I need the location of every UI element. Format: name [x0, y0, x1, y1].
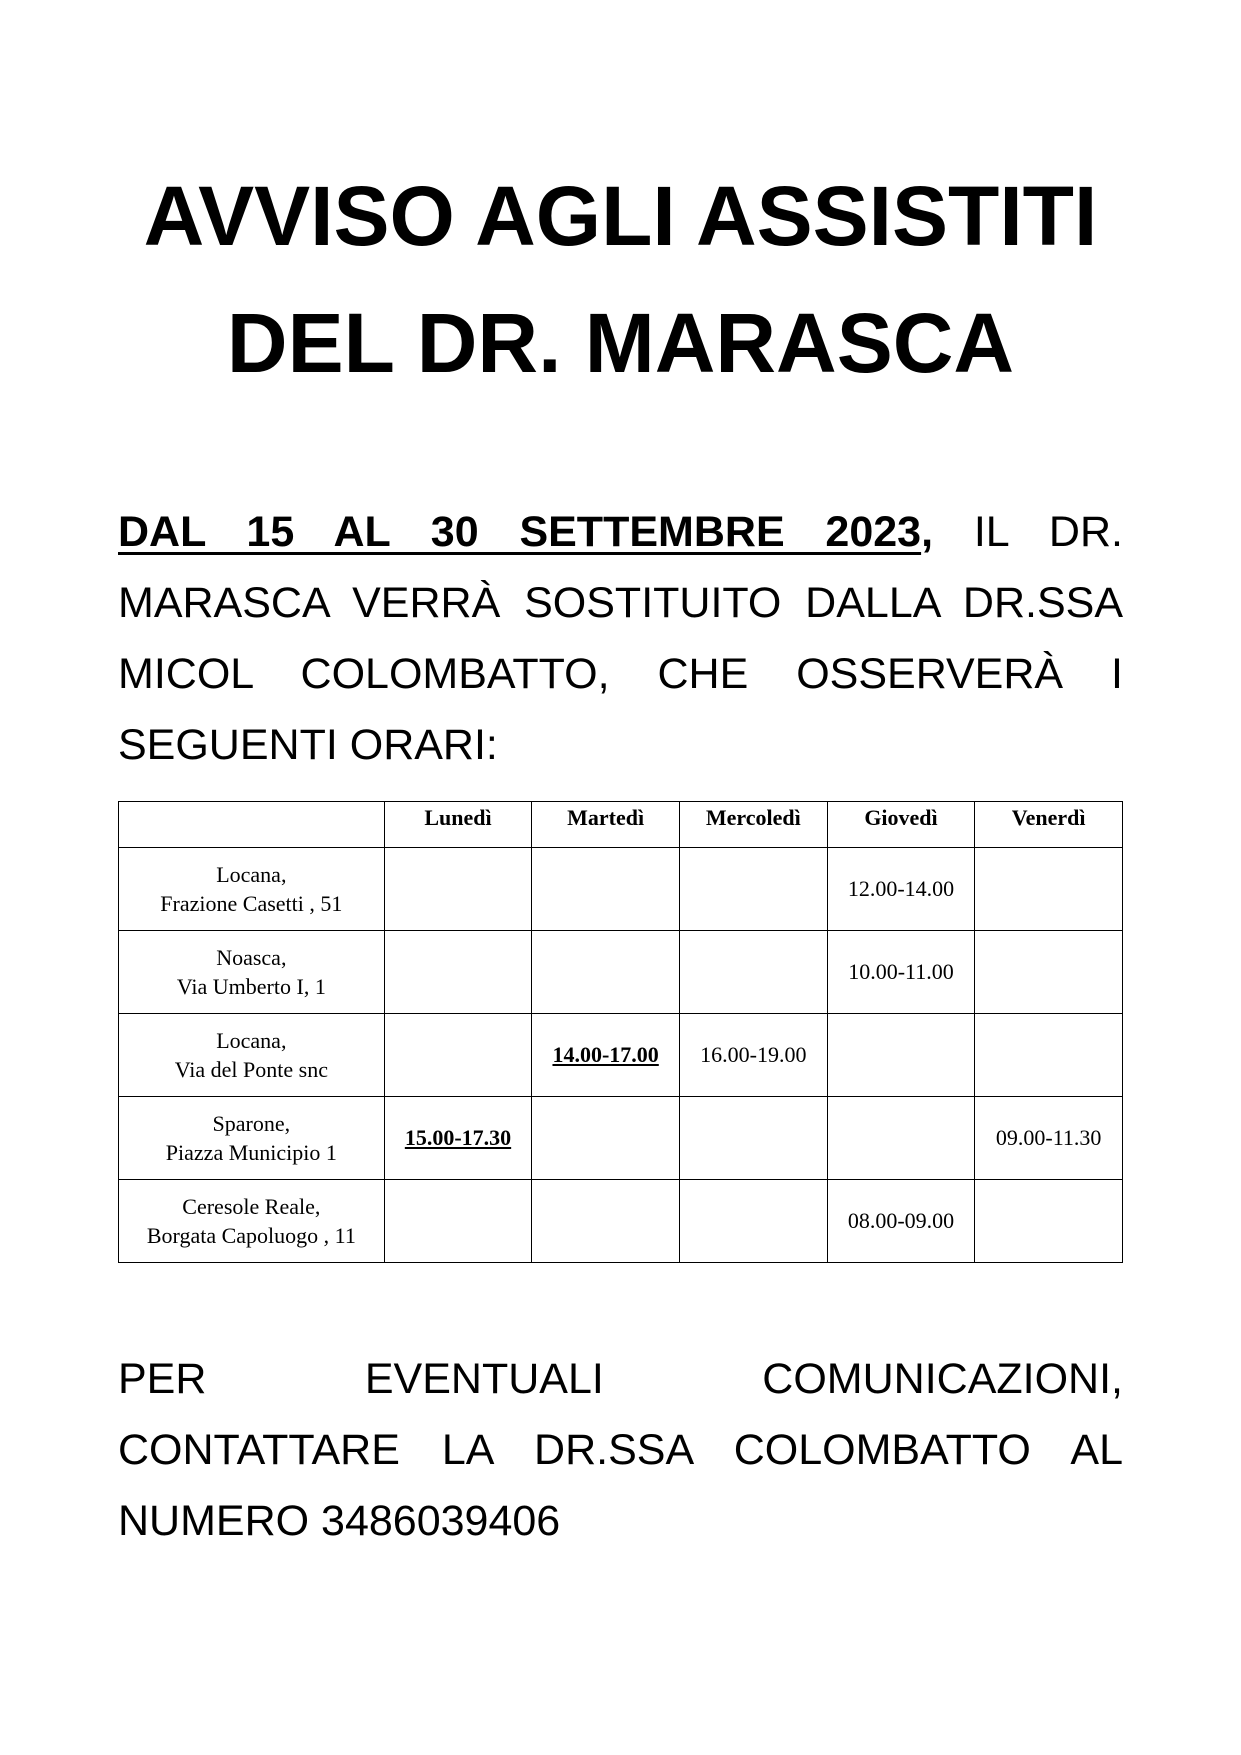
- slot-cell: [975, 931, 1123, 1014]
- slot-cell: [679, 848, 827, 931]
- slot-cell: [827, 1014, 975, 1097]
- date-range: DAL 15 AL 30 SETTEMBRE 2023: [118, 508, 922, 556]
- date-comma: ,: [921, 508, 934, 556]
- location-address: Borgata Capoluogo , 11: [146, 1223, 356, 1248]
- table-row: [119, 1180, 1123, 1263]
- location-address: Piazza Municipio 1: [165, 1140, 337, 1165]
- location-address: Frazione Casetti , 51: [160, 891, 343, 916]
- header-day: Lunedì: [384, 802, 532, 848]
- slot-cell: 16.00-19.00: [679, 1014, 827, 1097]
- header-day: Venerdì: [975, 802, 1123, 848]
- table-row: [119, 931, 1123, 1014]
- slot-cell-highlighted: [532, 1014, 680, 1097]
- intro-text: IL DR. MARASCA VERRÀ SOSTITUITO DALLA DR.SSA MICOL COLOMBATTO, CHE OSSERVERÀ I SEGUENTI ORARI:: [118, 508, 1123, 769]
- title-line-1: AVVISO AGLI ASSISTITI: [143, 169, 1098, 263]
- slot-cell: [827, 1097, 975, 1180]
- location-name: Locana,: [216, 1028, 287, 1053]
- slot-cell: [384, 848, 532, 931]
- location-name: Locana,: [216, 862, 287, 887]
- slot-cell: 09.00-11.30: [975, 1097, 1123, 1180]
- slot-time-highlighted: 14.00-17.00: [552, 1042, 659, 1067]
- slot-cell: [679, 1180, 827, 1263]
- header-day: Mercoledì: [679, 802, 827, 848]
- slot-cell: 10.00-11.00: [827, 931, 975, 1014]
- header-location: [119, 802, 385, 848]
- location-cell: [119, 931, 385, 1014]
- slot-cell: [975, 1014, 1123, 1097]
- slot-cell: [679, 1097, 827, 1180]
- table-row: [119, 848, 1123, 931]
- schedule-table: [118, 801, 1123, 1263]
- slot-time-highlighted: 15.00-17.30: [404, 1125, 512, 1150]
- slot-cell: [975, 1180, 1123, 1263]
- table-row: [119, 1097, 1123, 1180]
- slot-cell: [532, 1180, 680, 1263]
- table-row: [119, 1014, 1123, 1097]
- slot-cell: 08.00-09.00: [827, 1180, 975, 1263]
- location-cell: [119, 1097, 385, 1180]
- slot-cell: [532, 931, 680, 1014]
- location-cell: [119, 1180, 385, 1263]
- contact-paragraph: PER EVENTUALI COMUNICAZIONI, CONTATTARE LA DR.SSA COLOMBATTO AL NUMERO 3486039406: [118, 1355, 1123, 1545]
- schedule-header-row: [119, 802, 1123, 848]
- location-name: Ceresole Reale,: [182, 1194, 321, 1219]
- slot-cell: [384, 1180, 532, 1263]
- slot-cell: [532, 1097, 680, 1180]
- location-name: Noasca,: [216, 945, 287, 970]
- slot-cell: [384, 1014, 532, 1097]
- slot-cell: [384, 931, 532, 1014]
- location-address: Via Umberto I, 1: [176, 974, 326, 999]
- intro-paragraph: [118, 497, 1123, 781]
- slot-cell-highlighted: [384, 1097, 532, 1180]
- slot-cell: [975, 848, 1123, 931]
- slot-cell: [532, 848, 680, 931]
- location-address: Via del Ponte snc: [174, 1057, 328, 1082]
- location-cell: [119, 1014, 385, 1097]
- title-line-2: DEL DR. MARASCA: [226, 296, 1015, 390]
- location-cell: [119, 848, 385, 931]
- slot-cell: [679, 931, 827, 1014]
- location-name: Sparone,: [212, 1111, 291, 1136]
- slot-cell: 12.00-14.00: [827, 848, 975, 931]
- header-day: Giovedì: [827, 802, 975, 848]
- header-day: Martedì: [532, 802, 680, 848]
